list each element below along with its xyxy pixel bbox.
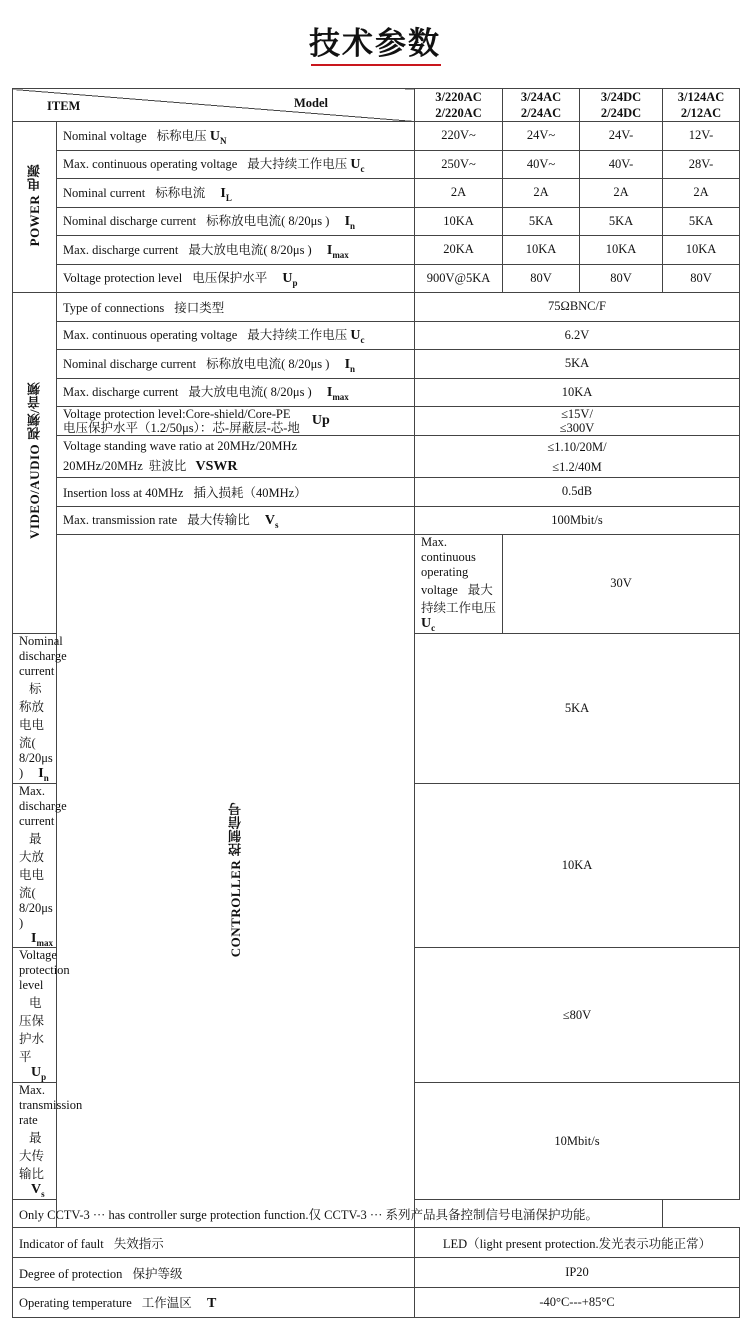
table-row xyxy=(13,179,740,208)
item-label: ITEM xyxy=(47,99,81,113)
controller-group-label: CONTROLLER 控制信号 xyxy=(57,535,415,1228)
value-cell: 40V- xyxy=(580,150,663,179)
value-cell: 6.2V xyxy=(415,321,740,350)
param-label: Nominal voltage 标称电压 $U_N$ xyxy=(57,122,415,151)
value-cell: 5KA xyxy=(415,350,740,379)
video-group-label: VIDEO/AUDIO 视频/音频 xyxy=(13,293,57,634)
param-label: Nominal discharge current 标称放电电流( 8/20μs ) $I_n$ xyxy=(57,350,415,379)
param-label: Nominal discharge current 标称放电电流( 8/20μs ) $I_n$ xyxy=(57,207,415,236)
table-row xyxy=(13,478,740,507)
table-row xyxy=(13,264,740,293)
value-cell: 40V~ xyxy=(503,150,580,179)
value-cell: 24V~ xyxy=(503,122,580,151)
value-cell: 80V xyxy=(580,264,663,293)
value-cell: 2A xyxy=(663,179,740,208)
value-cell: 75ΩBNC/F xyxy=(415,293,740,322)
param-label: Voltage standing wave ratio at 20MHz/20MHz 20MHz/20MHz 驻波比 VSWR xyxy=(57,436,415,478)
value-cell: 900V@5KA xyxy=(415,264,503,293)
param-label: Nominal current 标称电流 $I_L$ xyxy=(57,179,415,208)
table-row xyxy=(13,350,740,379)
value-cell: 5KA xyxy=(580,207,663,236)
value-cell: ≤80V xyxy=(415,948,740,1083)
value-cell: ≤1.10/20M/ ≤1.2/40M xyxy=(415,436,740,478)
value-cell: 2A xyxy=(580,179,663,208)
value-cell: 20KA xyxy=(415,236,503,265)
table-row xyxy=(13,293,740,322)
value-cell: 5KA xyxy=(663,207,740,236)
model-column-1: 3/220AC 2/220AC xyxy=(415,89,503,122)
header-row xyxy=(13,89,740,122)
value-cell: 80V xyxy=(503,264,580,293)
param-label: Max. continuous operating voltage 最大持续工作电压 $U_c$ xyxy=(415,535,503,634)
param-label: Max. discharge current最大放电电流( 8/20μs ) $I_{max}$ xyxy=(13,783,57,948)
model-column-4: 3/124AC 2/12AC xyxy=(663,89,740,122)
value-cell: 10Mbit/s xyxy=(415,1083,740,1200)
param-label: Max. transmission rate 最大传输比 $V_s$ xyxy=(57,506,415,535)
page-title: 技术参数 xyxy=(309,26,441,62)
value-cell: 2A xyxy=(415,179,503,208)
param-label: Max. continuous operating voltage 最大持续工作电压 $U_c$ xyxy=(57,321,415,350)
table-row xyxy=(13,378,740,407)
value-cell: 80V xyxy=(663,264,740,293)
power-group-label: POWER 电源 xyxy=(13,122,57,293)
table-row xyxy=(13,436,740,478)
value-cell: ≤15V/ ≤300V xyxy=(415,407,740,436)
table-row xyxy=(13,535,740,634)
value-cell: -40°C---+85°C xyxy=(415,1288,740,1318)
table-row xyxy=(13,150,740,179)
param-label: Voltage protection level电压保护水平 $U_p$ xyxy=(13,948,57,1083)
value-cell: IP20 xyxy=(415,1258,740,1288)
spec-table xyxy=(12,88,740,1318)
table-row xyxy=(13,236,740,265)
table-row xyxy=(13,207,740,236)
controller-note: Only CCTV-3 ··· has controller surge protection function.仅 CCTV-3 ··· 系列产品具备控制信号电涌保护功能。 xyxy=(13,1199,663,1228)
value-cell: 10KA xyxy=(415,378,740,407)
table-row xyxy=(13,407,740,436)
value-cell: 10KA xyxy=(663,236,740,265)
param-label: Nominal discharge current标称放电电流( 8/20μs ) $I_n$ xyxy=(13,633,57,783)
model-column-3: 3/24DC 2/24DC xyxy=(580,89,663,122)
value-cell: 10KA xyxy=(503,236,580,265)
model-label: Model xyxy=(293,96,328,110)
param-label: Degree of protection 保护等级 xyxy=(13,1258,415,1288)
table-row xyxy=(13,1199,740,1228)
value-cell: 0.5dB xyxy=(415,478,740,507)
value-cell: 24V- xyxy=(580,122,663,151)
param-label: Insertion loss at 40MHz 插入损耗（40MHz） xyxy=(57,478,415,507)
table-row xyxy=(13,321,740,350)
param-label: Indicator of fault 失效指示 xyxy=(13,1228,415,1258)
model-column-2: 3/24AC 2/24AC xyxy=(503,89,580,122)
value-cell: 28V- xyxy=(663,150,740,179)
table-row xyxy=(13,1228,740,1258)
param-label: Voltage protection level:Core-shield/Core-PE 电压保护水平（1.2/50μs）：芯-屏蔽层-芯-地 Up xyxy=(57,407,415,436)
param-label: Max. discharge current 最大放电电流( 8/20μs ) $I_{max}$ xyxy=(57,378,415,407)
param-label: Operating temperature 工作温区 T xyxy=(13,1288,415,1318)
value-cell: 2A xyxy=(503,179,580,208)
value-cell: 10KA xyxy=(415,207,503,236)
value-cell: 220V~ xyxy=(415,122,503,151)
title-underline xyxy=(311,64,441,66)
value-cell: 5KA xyxy=(415,633,740,783)
table-row xyxy=(13,1258,740,1288)
param-label: Max. discharge current 最大放电电流( 8/20μs ) $I_{max}$ xyxy=(57,236,415,265)
param-label: Type of connections 接口类型 xyxy=(57,293,415,322)
param-label: Max. continuous operating voltage 最大持续工作电压 $U_c$ xyxy=(57,150,415,179)
value-cell: 10KA xyxy=(415,783,740,948)
param-label: Max. transmission rate最大传输比 $V_s$ xyxy=(13,1083,57,1200)
value-cell: 100Mbit/s xyxy=(415,506,740,535)
value-cell: 250V~ xyxy=(415,150,503,179)
table-row xyxy=(13,1288,740,1318)
header-diagonal-cell xyxy=(13,89,415,122)
value-cell: 10KA xyxy=(580,236,663,265)
table-row xyxy=(13,122,740,151)
value-cell: 12V- xyxy=(663,122,740,151)
value-cell: 5KA xyxy=(503,207,580,236)
table-row xyxy=(13,506,740,535)
param-label: Voltage protection level 电压保护水平 $U_p$ xyxy=(57,264,415,293)
value-cell: LED（light present protection.发光表示功能正常） xyxy=(415,1228,740,1258)
value-cell: 30V xyxy=(503,535,740,634)
